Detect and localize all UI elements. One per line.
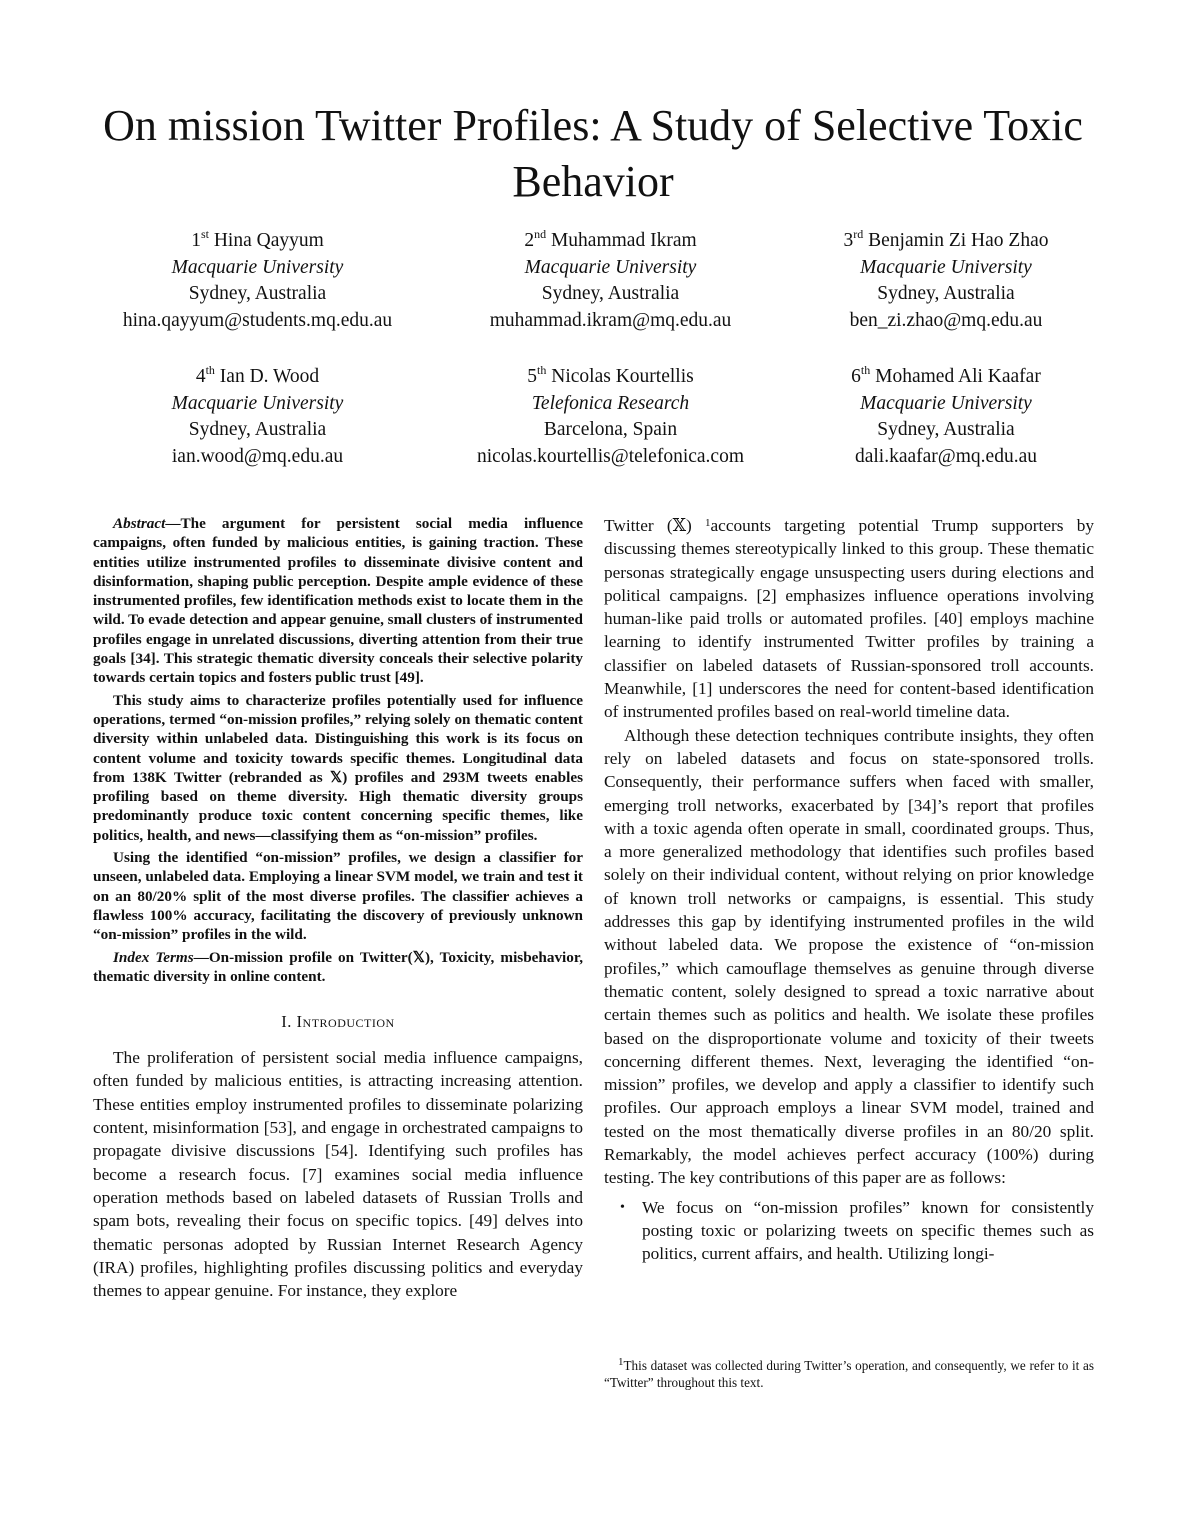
author-location: Barcelona, Spain: [543, 419, 678, 440]
author-name: Muhammad Ikram: [550, 230, 697, 251]
index-terms: [93, 948, 583, 987]
footnote: [604, 1357, 1094, 1391]
author-name-line: [90, 364, 425, 391]
author-name: Nicolas Kourtellis: [551, 366, 694, 387]
body-paragraph: Although these detection techniques contribute insights, they often rely on labeled datasets and focus on state-sponsored trolls. Consequently, their performance suffers when faced with smaller, emerging troll networks, exacerbated by [34]’s report that profiles with a toxic agenda often operate in small, coordinated groups. Thus, a more generalized methodology that identifies such profiles based solely on their individual content, without relying on prior knowledge of known troll networks or campaigns, is essential. This study addresses this gap by identifying instrumented profiles in the wild without labeled data. We propose the existence of “on-mission profiles,” which camouflage themselves as genuine through diverse thematic content, solely designed to spread a toxic narrative about certain themes such as politics and health. We isolate these profiles based on the disproportionate volume and toxicity of their tweets concerning different themes. Next, leveraging the identified “on-mission” profiles, we develop and apply a classifier to identify such profiles. Our approach employs a linear SVM model, trained and tested on the most thematically diverse profiles in an 80/20 split. Remarkably, the model achieves perfect accuracy (100%) during testing. The key contributions of this paper are as follows:: [604, 725, 1094, 1188]
body-paragraph: The proliferation of persistent social media influence campaigns, often funded by malicious entities, is attracting increasing attention. These entities employ instrumented profiles to disseminate polarizing content, misinformation [53], and engage in orchestrated campaigns to propagate divisive discussions [54]. Identifying such profiles has become a research focus. [7] examines social media influence operation methods based on labeled datasets of Russian Trolls and spam bots, revealing their focus on specific topics. [49] delves into thematic personas adopted by Russian Internet Research Agency (IRA) profiles, highlighting profiles discussing politics and everyday themes to appear genuine. For instance, they explore: [93, 1048, 583, 1301]
abstract-paragraph: This study aims to characterize profiles potentially used for influence operations, termed “on-mission profiles,” relying solely on thematic content diversity within unlabeled data. Distinguishing this work is its focus on content volume and toxicity towards specific themes. Longitudinal data from 138K Twitter (rebranded as 𝕏) profiles and 293M tweets enables profiling based on theme diversity. High thematic diversity groups predominantly produce toxic content concerning specific themes, like politics, health, and news—classifying them as “on-mission” profiles.: [93, 691, 583, 844]
author-block: [796, 364, 1096, 470]
author-row-2: [90, 364, 1096, 470]
author-ordinal-suffix: th: [860, 363, 871, 377]
author-ordinal-suffix: nd: [534, 227, 547, 241]
author-institution: Macquarie University: [171, 392, 344, 414]
author-email: ian.wood@mq.edu.au: [171, 445, 344, 467]
author-block: [796, 228, 1096, 334]
abstract-paragraph: [93, 514, 583, 688]
footnote-marker: 1: [705, 517, 711, 529]
author-ordinal: 5: [527, 366, 538, 387]
author-ordinal: 4: [195, 366, 206, 387]
author-email: ben_zi.zhao@mq.edu.au: [849, 309, 1043, 331]
author-location: Sydney, Australia: [188, 283, 327, 304]
author-name: Ian D. Wood: [219, 366, 320, 387]
index-terms-text: —On-mission profile on Twitter(𝕏), Toxicity, misbehavior, thematic diversity in online content.: [93, 948, 583, 985]
author-ordinal: 6: [851, 366, 861, 387]
author-ordinal: 3: [843, 230, 854, 251]
body-text: accounts targeting potential Trump supporters by discussing themes stereotypically linked to this group. These thematic personas strategically engage unsuspecting users during elections and political campaigns. [2] emphasizes influence operations involving human-like paid trolls or automated profiles. [40] employs machine learning to identify instrumented Twitter profiles by training a classifier on labeled datasets of Russian-sponsored troll accounts. Meanwhile, [1] underscores the need for content-based identification of instrumented profiles based on real-world timeline data.: [604, 516, 1095, 722]
author-name: Hina Qayyum: [213, 230, 324, 251]
left-column: [93, 514, 583, 1302]
author-location: Sydney, Australia: [877, 283, 1015, 304]
section-title: Introduction: [296, 1012, 395, 1032]
author-block: [90, 364, 425, 470]
author-name-line: [796, 228, 1096, 255]
author-ordinal-suffix: rd: [853, 227, 864, 241]
author-email: muhammad.ikram@mq.edu.au: [489, 309, 732, 331]
author-name: Benjamin Zi Hao Zhao: [868, 230, 1049, 251]
body-paragraph: [604, 514, 1094, 724]
paper-title: On mission Twitter Profiles: A Study of Selective Toxic Behavior: [103, 101, 1083, 206]
bullet-icon: •: [620, 1199, 625, 1215]
section-numeral: I.: [281, 1012, 297, 1032]
author-institution: Macquarie University: [524, 256, 697, 278]
author-ordinal-suffix: th: [205, 363, 215, 377]
author-ordinal-suffix: th: [537, 363, 547, 377]
abstract-paragraph: Using the identified “on-mission” profiles, we design a classifier for unseen, unlabeled data. Employing a linear SVM model, we train and test it on an 80/20% split of the most diverse profiles. The classifier achieves a flawless 100% accuracy, facilitating the discovery of previously unknown “on-mission” profiles in the wild.: [93, 849, 583, 944]
list-item-text: We focus on “on-mission profiles” known for consistently posting toxic or polarizing tweets on specific themes such as politics, current affairs, and health. Utilizing longi-: [642, 1197, 1094, 1264]
author-block: [443, 228, 778, 334]
author-name: Mohamed Ali Kaafar: [875, 366, 1041, 387]
author-name-line: [443, 228, 778, 255]
right-column: [604, 514, 1094, 1266]
author-email: dali.kaafar@mq.edu.au: [854, 445, 1037, 467]
author-institution: Macquarie University: [860, 392, 1032, 414]
author-block: [90, 228, 425, 334]
list-item: [620, 1196, 1094, 1266]
author-ordinal-suffix: st: [200, 227, 209, 241]
author-institution: Macquarie University: [171, 256, 344, 278]
index-terms-label: Index Terms: [113, 948, 194, 966]
author-location: Sydney, Australia: [188, 419, 327, 440]
contributions-list: [604, 1196, 1094, 1266]
abstract-text: —The argument for persistent social media influence campaigns, often funded by malicious entities, is gaining traction. These entities utilize instrumented profiles to disseminate divisive content and disinformation, shaping public perception. Despite ample evidence of these instrumented profiles, few identification methods exist to locate them in the wild. To evade detection and appear genuine, small clusters of instrumented profiles engage in unrelated discussions, diverting attention from their true goals [34]. This strategic thematic diversity conceals their selective polarity towards certain topics and fosters public trust [49].: [93, 515, 583, 687]
author-email: nicolas.kourtellis@telefonica.com: [476, 445, 745, 467]
body-text: Twitter (𝕏): [604, 516, 706, 535]
author-institution: Macquarie University: [860, 256, 1032, 278]
abstract-label: Abstract: [113, 515, 166, 532]
author-ordinal: 1: [191, 230, 201, 251]
author-ordinal: 2: [524, 230, 535, 251]
section-heading: [93, 1012, 583, 1032]
footnote-text: This dataset was collected during Twitter’s operation, and consequently, we refer to it as “Twitter” throughout this text.: [604, 1358, 1094, 1390]
author-location: Sydney, Australia: [877, 419, 1015, 440]
author-name-line: [796, 364, 1096, 391]
footnote-marker: 1: [618, 1356, 624, 1368]
author-block: [443, 364, 778, 470]
author-email: hina.qayyum@students.mq.edu.au: [122, 309, 393, 331]
author-location: Sydney, Australia: [541, 283, 680, 304]
author-name-line: [443, 364, 778, 391]
author-name-line: [90, 228, 425, 255]
author-row-1: [90, 228, 1096, 334]
author-institution: Telefonica Research: [531, 392, 690, 414]
